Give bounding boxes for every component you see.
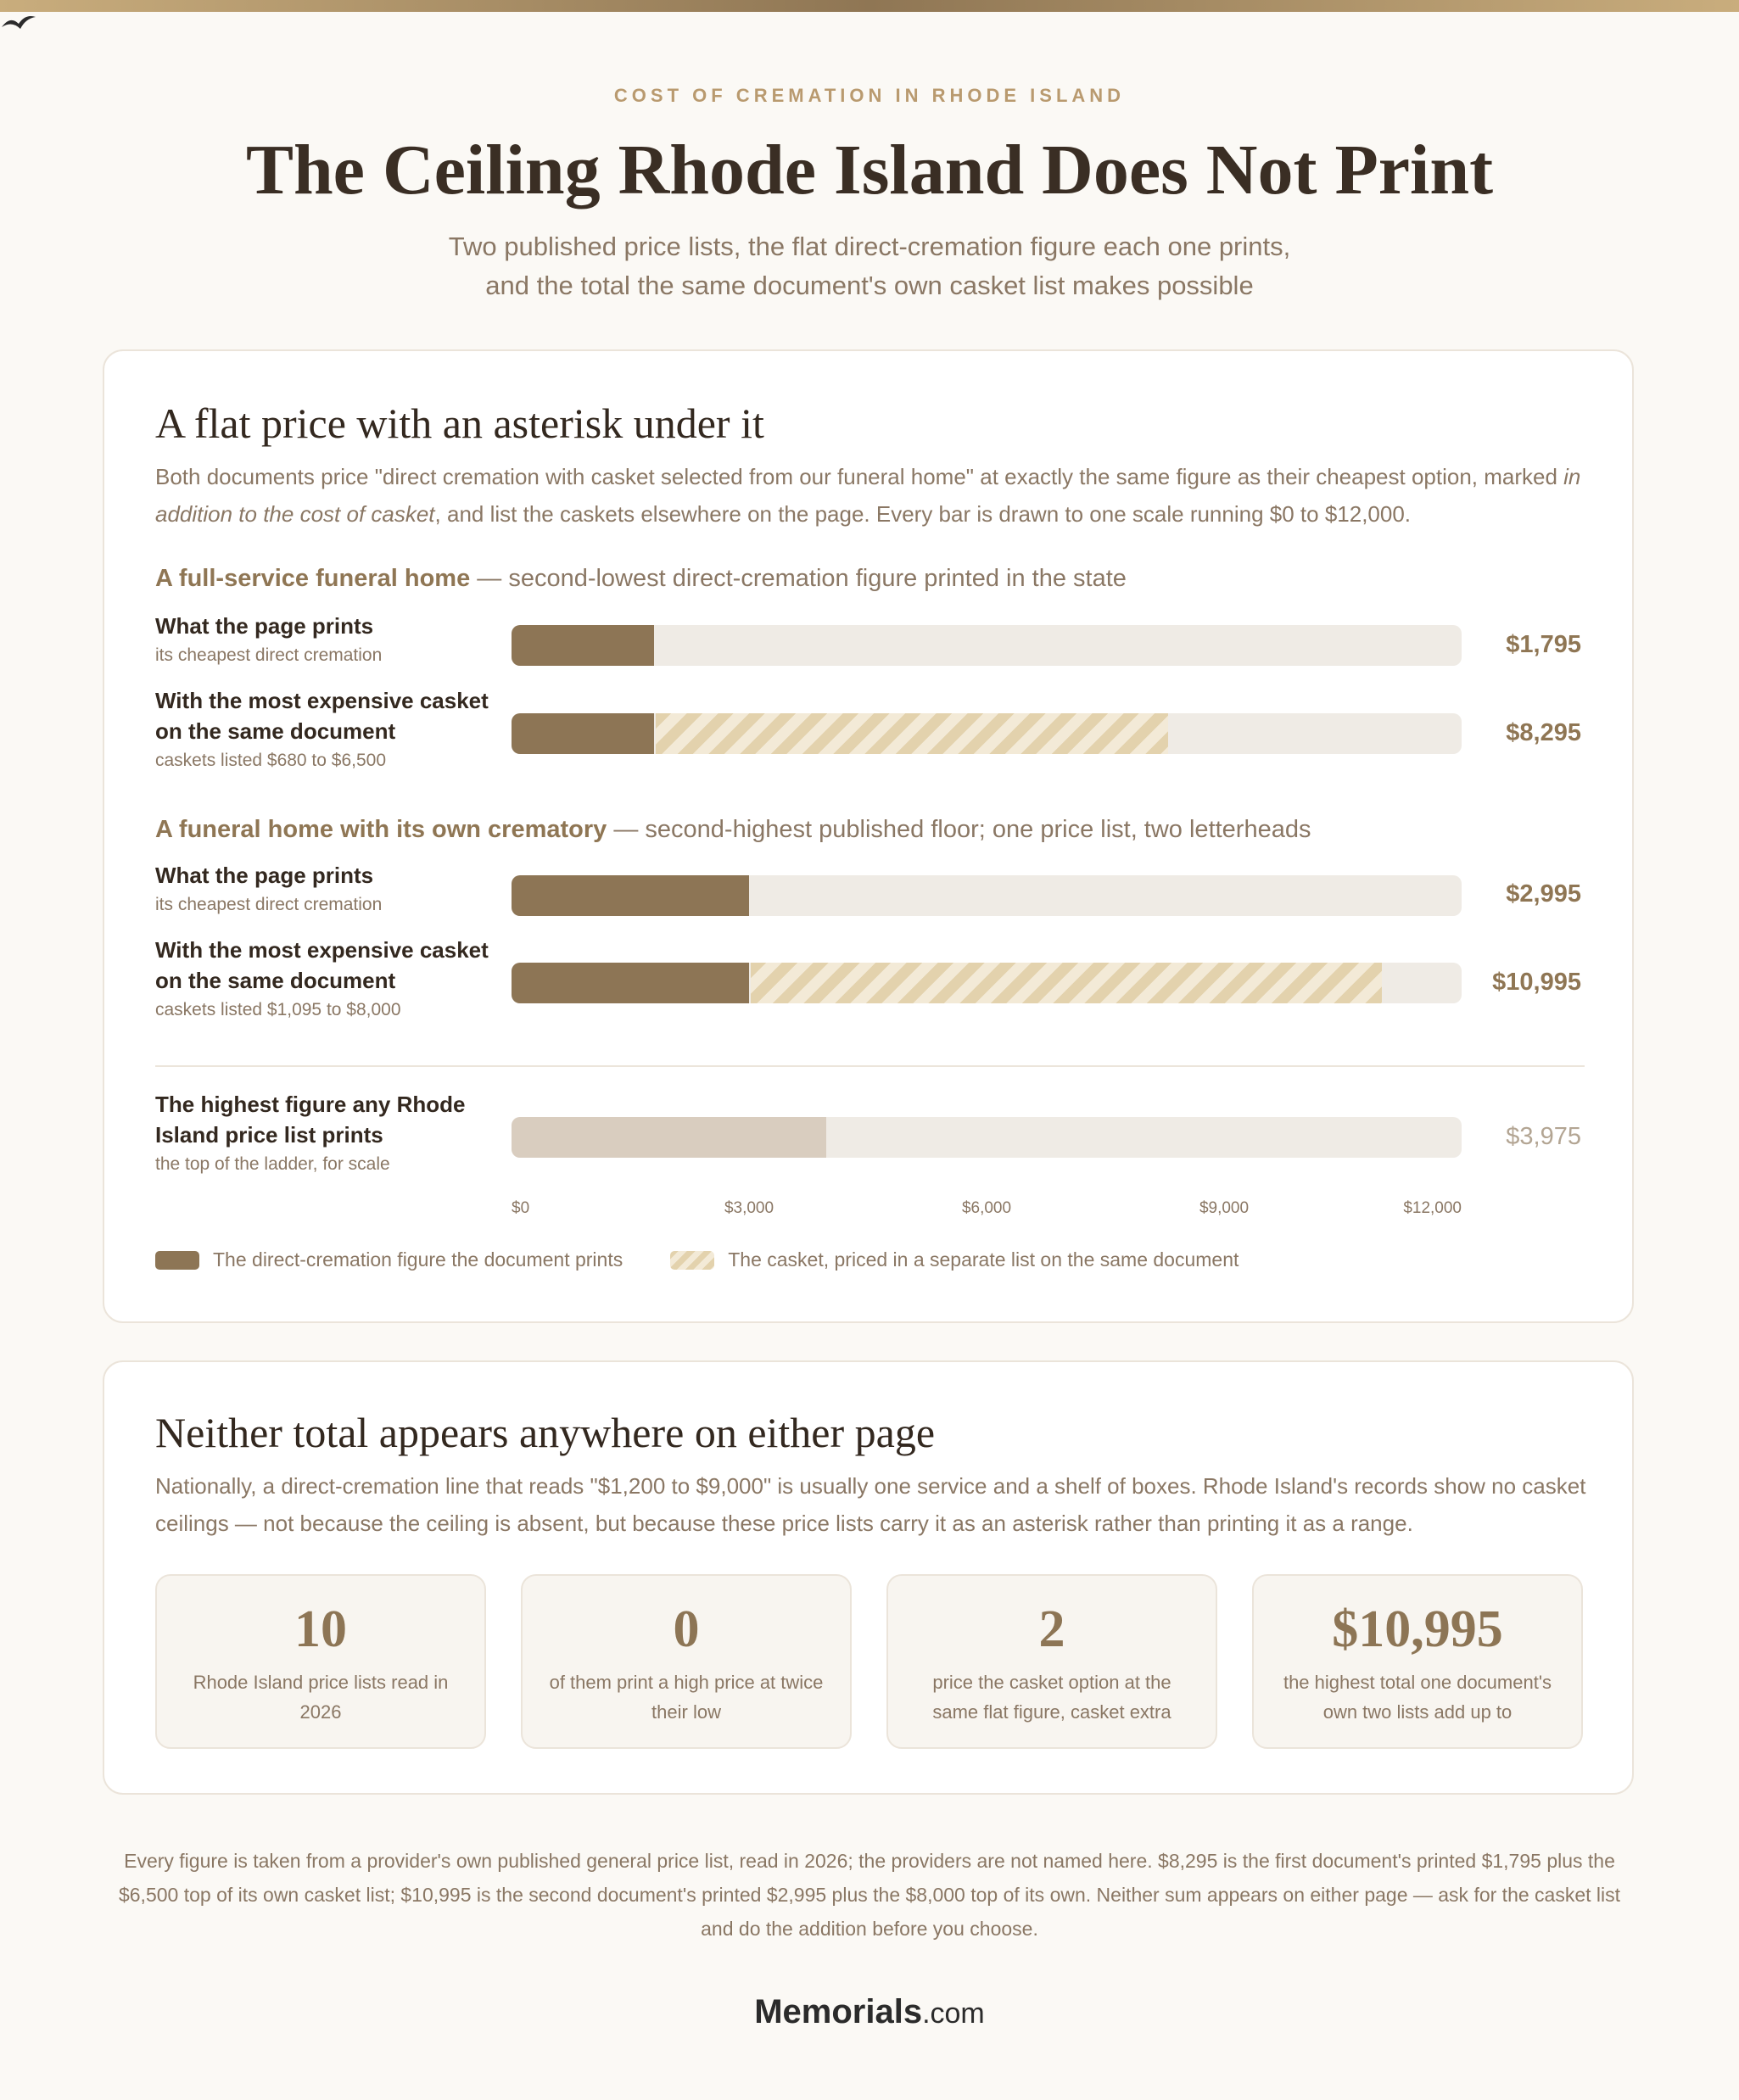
bar-reference-segment [512, 1117, 826, 1158]
stats-card-title: Neither total appears anywhere on either page [155, 1409, 936, 1456]
subtitle-line-2: and the total the same document's own casket list makes possible [485, 271, 1254, 300]
chart-card-intro [155, 458, 1589, 533]
stat-number: $10,995 [1332, 1600, 1503, 1658]
bar-track-3 [512, 963, 1462, 1003]
stat-tile [1252, 1574, 1583, 1749]
provider-1-name: A full-service funeral home [155, 565, 471, 592]
stat-caption: Rhode Island price lists read in 2026 [193, 1672, 449, 1723]
bar-track-0 [512, 625, 1462, 666]
logo-name: Memorials [754, 1993, 923, 2030]
legend-swatch-base [155, 1251, 199, 1270]
stat-number: 10 [294, 1600, 347, 1658]
stat-tile [886, 1574, 1217, 1749]
bar-base-segment [512, 963, 749, 1003]
row-main-label: What the page prints [155, 613, 374, 639]
legend-label-base: The direct-cremation figure the document prints [213, 1248, 623, 1271]
bar-base-segment [512, 713, 654, 754]
x-tick-label: $12,000 [1403, 1199, 1462, 1217]
row-main-label: With the most expensive casket on the same document [155, 937, 489, 993]
bar-track-2 [512, 875, 1462, 916]
bar-track-1 [512, 713, 1462, 754]
legend [155, 1248, 1239, 1271]
stat-caption: of them print a high price at twice their low [549, 1672, 824, 1723]
intro-part-1: Both documents price "direct cremation with casket selected from our funeral home" at exactly the same figure as their cheapest option, marked [155, 464, 1564, 489]
stat-caption: the highest total one document's own two lists add up to [1283, 1672, 1552, 1723]
bar-value-label: $10,995 [1492, 969, 1581, 996]
eyebrow: COST OF CREMATION IN RHODE ISLAND [613, 85, 1126, 106]
x-tick-label: $6,000 [961, 1199, 1012, 1217]
bar-value-label: $2,995 [1506, 880, 1581, 908]
bar-casket-segment [656, 713, 1169, 754]
stat-number: 0 [673, 1600, 700, 1658]
x-tick-label: $9,000 [1199, 1199, 1250, 1217]
row-sub-label: the top of the ladder, for scale [155, 1154, 390, 1174]
provider-2-heading [155, 816, 1311, 844]
row-main-label: What the page prints [155, 863, 374, 888]
bar-base-segment [512, 625, 654, 666]
row-label-0 [155, 611, 495, 670]
row-label-4 [155, 1089, 495, 1179]
provider-2-desc: — second-highest published floor; one price list, two letterheads [607, 816, 1311, 843]
bird-logo-icon [0, 12, 37, 34]
bar-base-segment [512, 875, 749, 916]
x-tick-label: $0 [512, 1199, 530, 1217]
provider-1-desc: — second-lowest direct-cremation figure printed in the state [470, 565, 1127, 592]
bar-value-label: $1,795 [1506, 631, 1581, 658]
top-accent-band [0, 0, 1739, 12]
stat-tile [155, 1574, 486, 1749]
legend-swatch-casket [670, 1251, 714, 1270]
legend-label-casket: The casket, priced in a separate list on the same document [728, 1248, 1239, 1271]
row-main-label: The highest figure any Rhode Island price list prints [155, 1092, 466, 1148]
bar-casket-segment [751, 963, 1383, 1003]
intro-italic: in addition to the cost of casket [155, 464, 1581, 527]
provider-2-name: A funeral home with its own crematory [155, 816, 607, 843]
row-sub-label: its cheapest direct cremation [155, 895, 383, 914]
bar-track-4 [512, 1117, 1462, 1158]
page-title: The Ceiling Rhode Island Does Not Print [245, 131, 1494, 209]
logo-suffix: .com [922, 1997, 985, 2030]
stat-tile [521, 1574, 852, 1749]
stat-caption: price the casket option at the same flat figure, casket extra [932, 1672, 1171, 1723]
row-sub-label: caskets listed $680 to $6,500 [155, 751, 387, 770]
bar-value-label: $3,975 [1506, 1123, 1581, 1150]
row-sub-label: its cheapest direct cremation [155, 645, 383, 665]
divider [155, 1065, 1585, 1067]
row-main-label: With the most expensive casket on the same document [155, 688, 489, 744]
row-label-2 [155, 860, 495, 919]
intro-part-2: , and list the caskets elsewhere on the page. Every bar is drawn to one scale running $0 to $12,000. [434, 501, 1412, 527]
chart-card-title: A flat price with an asterisk under it [155, 399, 764, 447]
subtitle-line-1: Two published price lists, the flat direct-cremation figure each one prints, [448, 232, 1291, 261]
row-label-1 [155, 685, 495, 775]
bar-value-label: $8,295 [1506, 719, 1581, 746]
row-label-3 [155, 935, 495, 1025]
footnote: Every figure is taken from a provider's own published general price list, read in 2026; the providers are not named here. $8,295 is the first document's printed $1,795 plus the $6,500 top of its own casket list; $10,995 is the second document's printed $2,995 plus the $8,000 top of its own. Neither sum appears on either page — ask for the casket list and do the addition before you choose. [118, 1850, 1621, 1940]
memorials-logo[interactable] [0, 1993, 1739, 2031]
subtitle [424, 227, 1315, 305]
provider-1-heading [155, 565, 1127, 593]
x-tick-label: $3,000 [724, 1199, 774, 1217]
chart-card [103, 349, 1634, 1323]
stats-card [103, 1360, 1634, 1795]
stat-number: 2 [1038, 1600, 1065, 1658]
row-sub-label: caskets listed $1,095 to $8,000 [155, 1000, 401, 1019]
stats-card-intro: Nationally, a direct-cremation line that reads "$1,200 to $9,000" is usually one service and a shelf of boxes. Rhode Island's records show no casket ceilings — not because the ceiling is absent, but because these price lists carry it as an asterisk rather than printing it as a range. [155, 1473, 1586, 1536]
